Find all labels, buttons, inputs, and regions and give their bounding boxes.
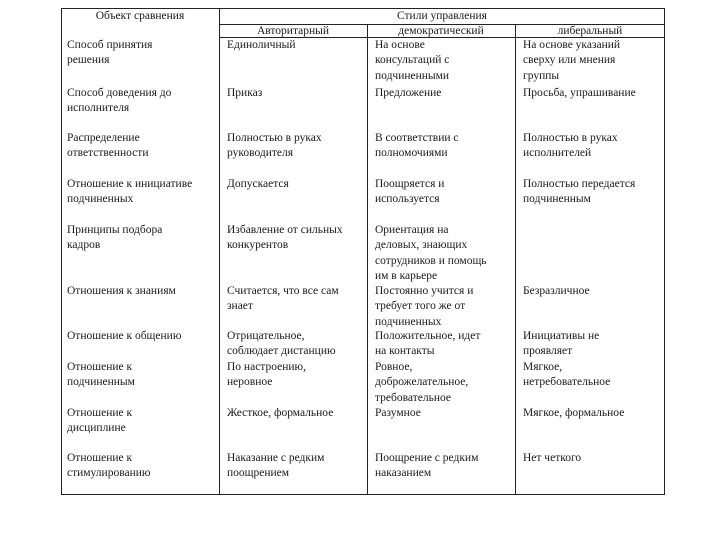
header-styles: Стили управления <box>397 10 487 22</box>
row-10-liberal: Нет четкого <box>523 452 582 464</box>
column-divider-1 <box>219 8 220 495</box>
row-6-authoritarian: Считается, что все сам знает <box>227 285 339 313</box>
row-5-criterion: Принципы подбора кадров <box>67 224 163 252</box>
row-1-democratic: На основе консультаций с подчиненными <box>375 39 450 82</box>
row-2-criterion: Способ доведения до исполнителя <box>67 87 172 115</box>
row-4-criterion: Отношение к инициативе подчиненных <box>67 178 193 206</box>
table-border-bottom <box>61 494 665 495</box>
row-8-democratic: Ровное, доброжелательное, требовательное <box>375 361 469 404</box>
column-divider-2 <box>367 24 368 495</box>
management-styles-table <box>61 8 665 495</box>
row-5-democratic: Ориентация на деловых, знающих сотрудников и помощь им в карьере <box>375 224 487 282</box>
table-border-right <box>664 8 665 495</box>
row-3-criterion: Распределение ответственности <box>67 132 149 160</box>
row-4-authoritarian: Допускается <box>227 178 289 190</box>
row-6-criterion: Отношения к знаниям <box>67 285 176 297</box>
row-7-liberal: Инициативы не проявляет <box>523 330 600 358</box>
row-8-authoritarian: По настроению, неровное <box>227 361 306 389</box>
row-1-authoritarian: Единоличный <box>227 39 296 51</box>
row-10-authoritarian: Наказание с редким поощрением <box>227 452 325 480</box>
row-8-criterion: Отношение к подчиненным <box>67 361 135 389</box>
row-8-liberal: Мягкое, нетребовательное <box>523 361 611 389</box>
header-liberal: либеральный <box>557 25 623 37</box>
row-7-criterion: Отношение к общению <box>67 330 182 342</box>
row-3-democratic: В соответствии с полномочиями <box>375 132 459 160</box>
row-9-criterion: Отношение к дисциплине <box>67 407 133 435</box>
table-border-left <box>61 8 62 495</box>
column-divider-3 <box>515 24 516 495</box>
header-democratic: демократический <box>398 25 484 37</box>
row-5-authoritarian: Избавление от сильных конкурентов <box>227 224 343 252</box>
row-4-democratic: Поощряется и используется <box>375 178 445 206</box>
row-10-democratic: Поощрение с редким наказанием <box>375 452 479 480</box>
row-2-liberal: Просьба, упрашивание <box>523 87 636 99</box>
row-9-liberal: Мягкое, формальное <box>523 407 625 419</box>
row-7-democratic: Положительное, идет на контакты <box>375 330 481 358</box>
row-6-liberal: Безразличное <box>523 285 590 297</box>
header-object: Объект сравнения <box>95 10 185 22</box>
table-border-top <box>61 8 665 9</box>
row-1-liberal: На основе указаний сверху или мнения группы <box>523 39 621 82</box>
row-9-democratic: Разумное <box>375 407 421 419</box>
row-3-liberal: Полностью в руках исполнителей <box>523 132 618 160</box>
row-4-liberal: Полностью передается подчиненным <box>523 178 636 206</box>
row-2-democratic: Предложение <box>375 87 442 99</box>
row-1-criterion: Способ принятия решения <box>67 39 153 67</box>
row-2-authoritarian: Приказ <box>227 87 263 99</box>
row-9-authoritarian: Жесткое, формальное <box>227 407 334 419</box>
header-authoritarian: Авторитарный <box>256 25 330 37</box>
row-10-criterion: Отношение к стимулированию <box>67 452 151 480</box>
row-7-authoritarian: Отрицательное, соблюдает дистанцию <box>227 330 336 358</box>
row-3-authoritarian: Полностью в руках руководителя <box>227 132 322 160</box>
row-6-democratic: Постоянно учится и требует того же от подчиненных <box>375 285 474 328</box>
